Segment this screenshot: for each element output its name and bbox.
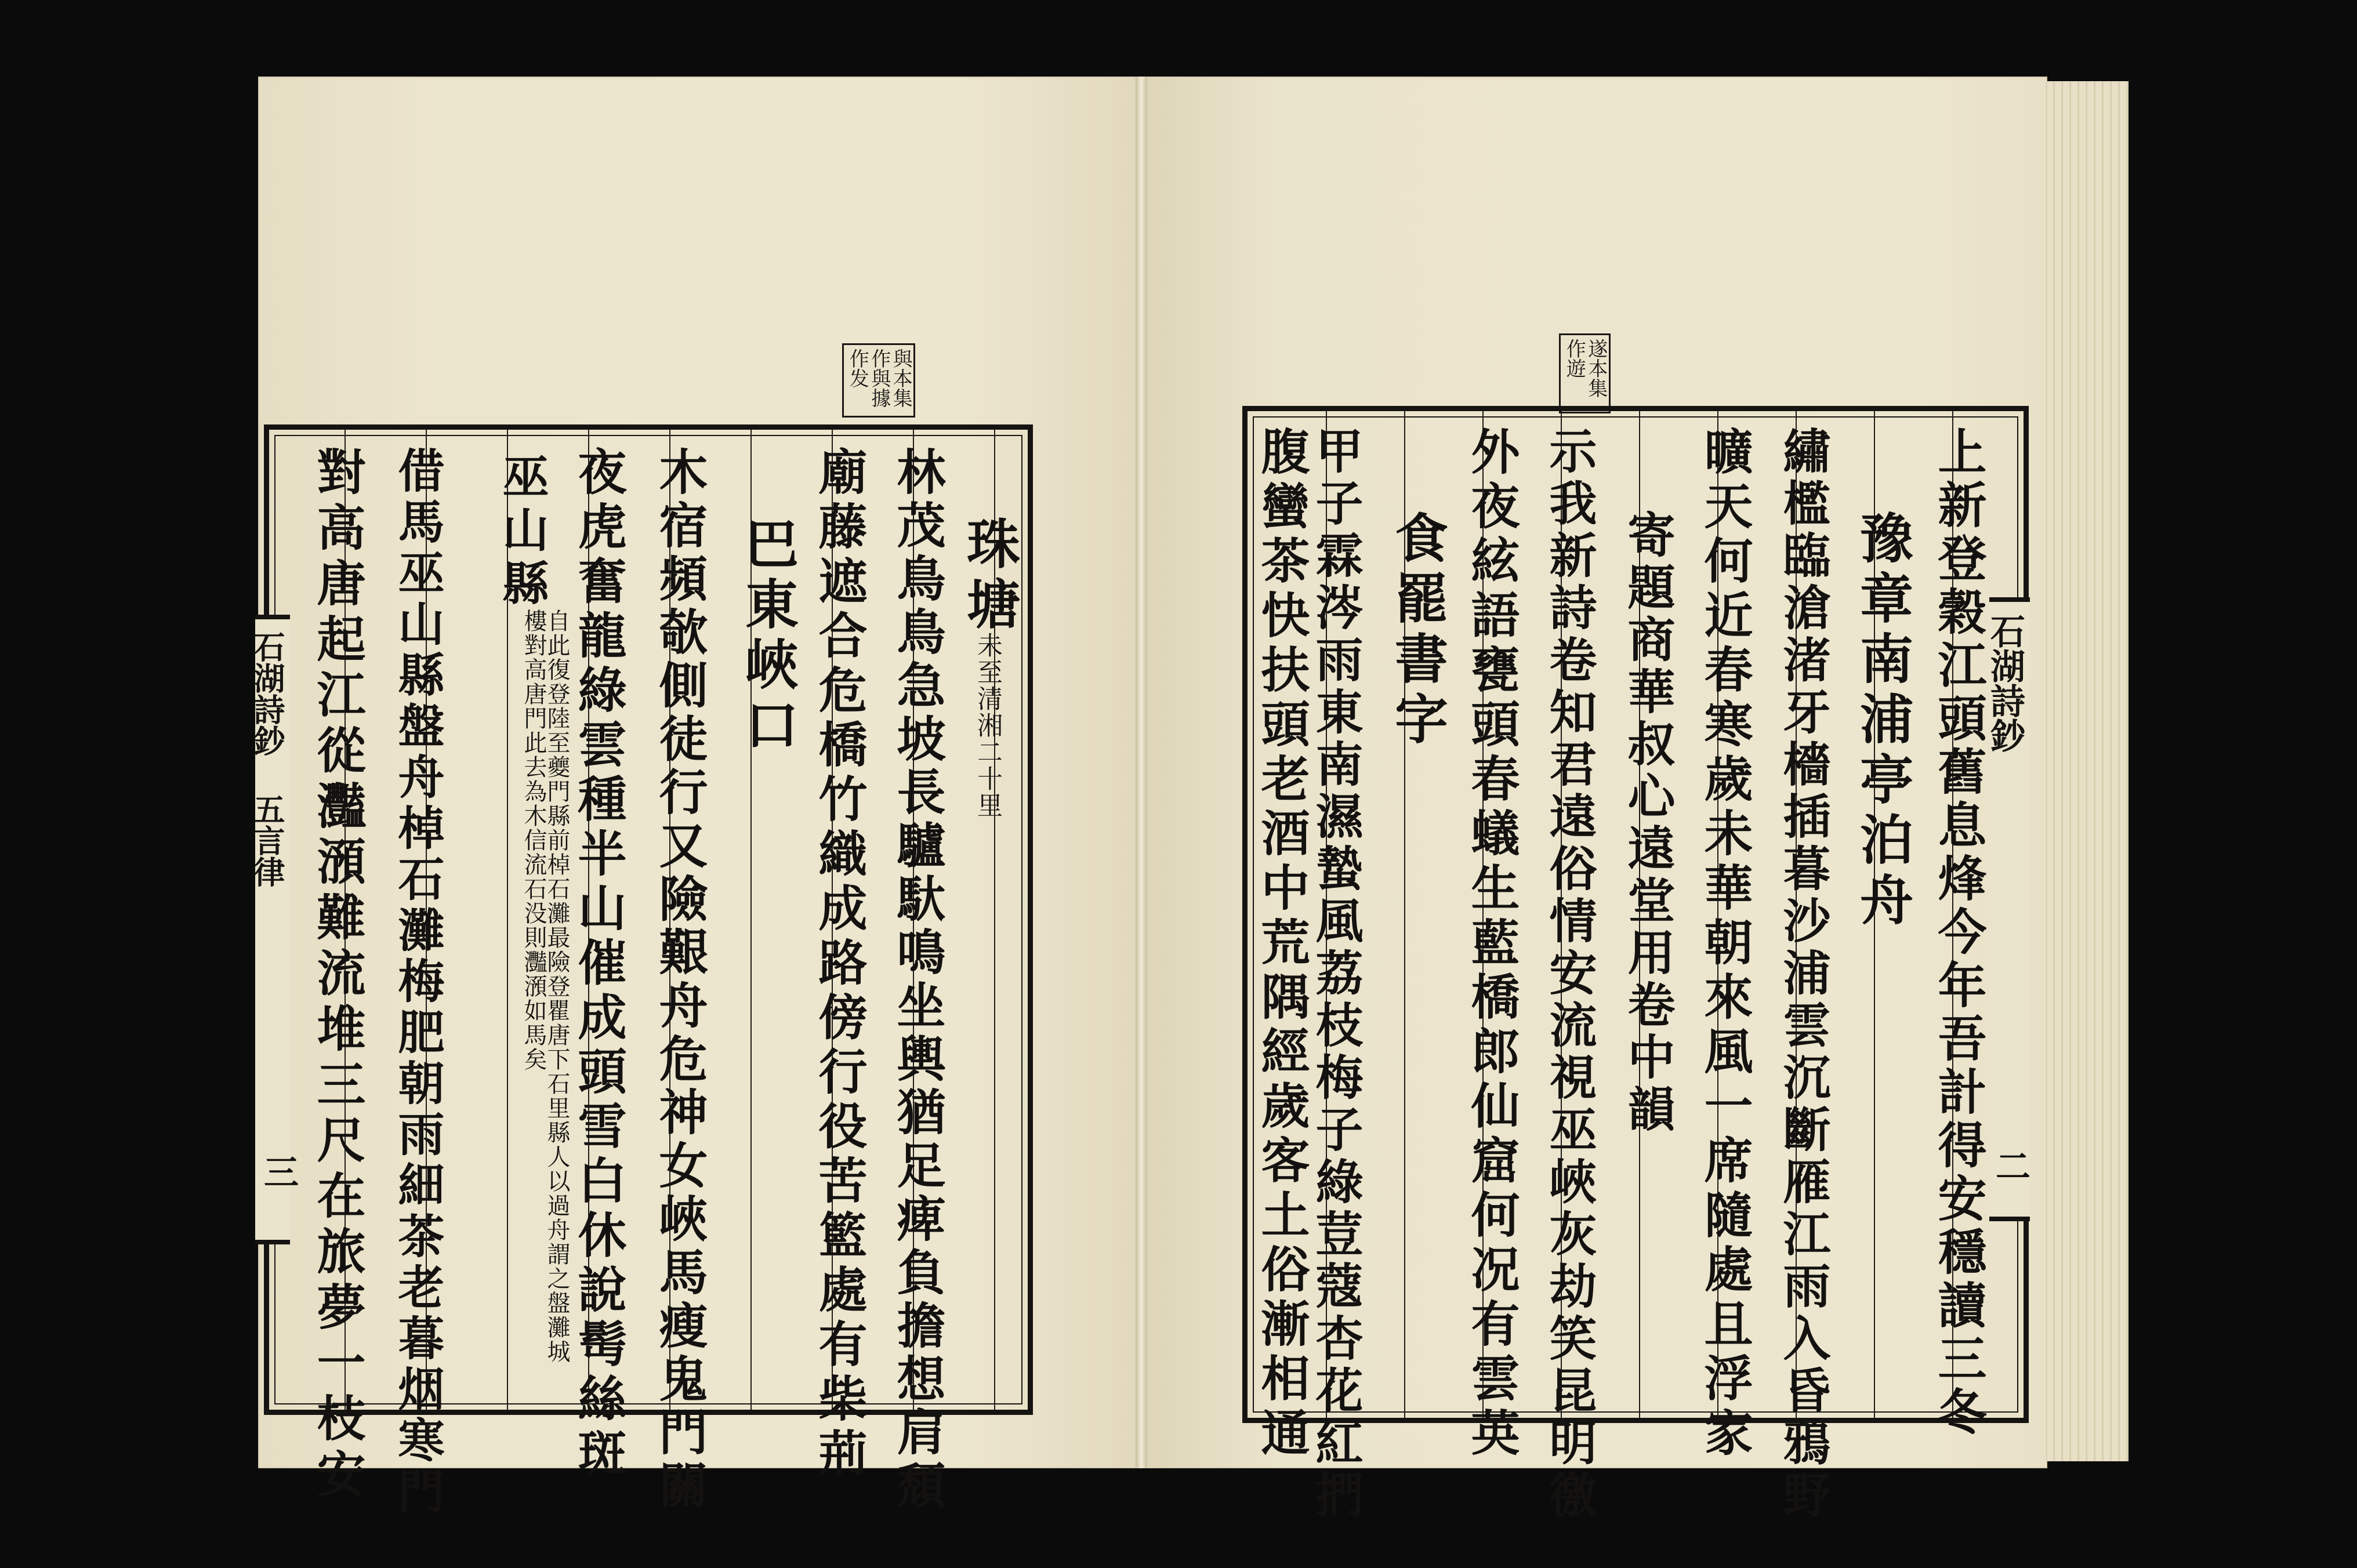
right-column-6: 示我新詩卷知君遠俗情安流視巫峽灰劫笑昆明徼 (1542, 426, 1597, 1522)
book-spine (1136, 77, 1147, 1468)
right-page-number: 二 (1990, 1148, 2030, 1186)
left-column-9: 對高唐起江從灩澦難流堆三尺在旅夢一枝安 (309, 447, 367, 1504)
right-margin-note: 遂本集作遊 (1559, 333, 1611, 413)
right-column-10: 腹蠻茶快扶頭老酒中荒隅經歲客土俗漸相通 (1253, 426, 1311, 1462)
right-column-3: 繡檻臨滄渚牙檣插暮沙浦雲沉斷雁江雨入昏鴉野 (1775, 426, 1831, 1522)
right-column-8: 食罷書字 (1386, 510, 1449, 752)
fold-tab-title: 石湖詩鈔 五言律 (249, 631, 286, 887)
left-column-8: 借馬巫山縣盤舟棹石灘梅肥朝雨細茶老暮烟寒門 (390, 447, 445, 1518)
left-column-6: 夜虎奮龍綠雲種半山催成頭雪白休說髩絲斑 (570, 447, 628, 1482)
right-column-1: 上新登穀江頭舊息烽今年吾計得安穩讀三冬 (1930, 426, 1988, 1440)
fold-tab-title: 石湖詩鈔 (1985, 614, 2025, 753)
right-fold-tab (1985, 597, 2030, 1221)
left-column-4: 巴東峽口 (737, 516, 799, 757)
right-column-2: 豫章南浦亭泊舟 (1851, 510, 1914, 932)
right-column-5: 寄題商華叔心遠堂用卷中韻 (1620, 510, 1676, 1137)
page-edges (2047, 81, 2128, 1461)
left-column-5: 木宿頻欹側徒行又險艱舟危神女峽馬瘦鬼門關 (651, 447, 709, 1513)
right-column-4: 曠天何近春寒歲未華朝來風一席隨處且浮家 (1696, 426, 1754, 1462)
left-column-3: 廟藤遮合危橋竹織成路傍行役苦籃處有柴荊 (811, 447, 868, 1482)
left-fold-tab (249, 615, 290, 1244)
left-margin-note: 與本集作與據作发 (842, 343, 915, 418)
column-note: 未至清湘二十里 (973, 632, 1002, 819)
right-column-9: 甲子霖涔雨東南濕蟄風荔枝梅子綠荳蔻杏花紅捫 (1308, 426, 1364, 1522)
right-column-7: 外夜絃語甕頭春蟻生藍橋郎仙窟何况有雲英 (1463, 426, 1521, 1462)
column-title: 珠塘 (958, 516, 1021, 637)
column-note: 自此復登陸至夔門縣前棹石灘最險登瞿唐下石里縣人以過舟謂之盤灘城樓對高唐門此去為木信流石没則灩澦如馬矣 (520, 609, 570, 1364)
left-page-number: 三 (258, 1154, 299, 1192)
column-title: 巫山縣 (495, 452, 549, 612)
left-column-2: 林茂鳥鳥急坡長驢馱鳴坐輿猶足痺負擔想肩頹 (889, 447, 947, 1513)
